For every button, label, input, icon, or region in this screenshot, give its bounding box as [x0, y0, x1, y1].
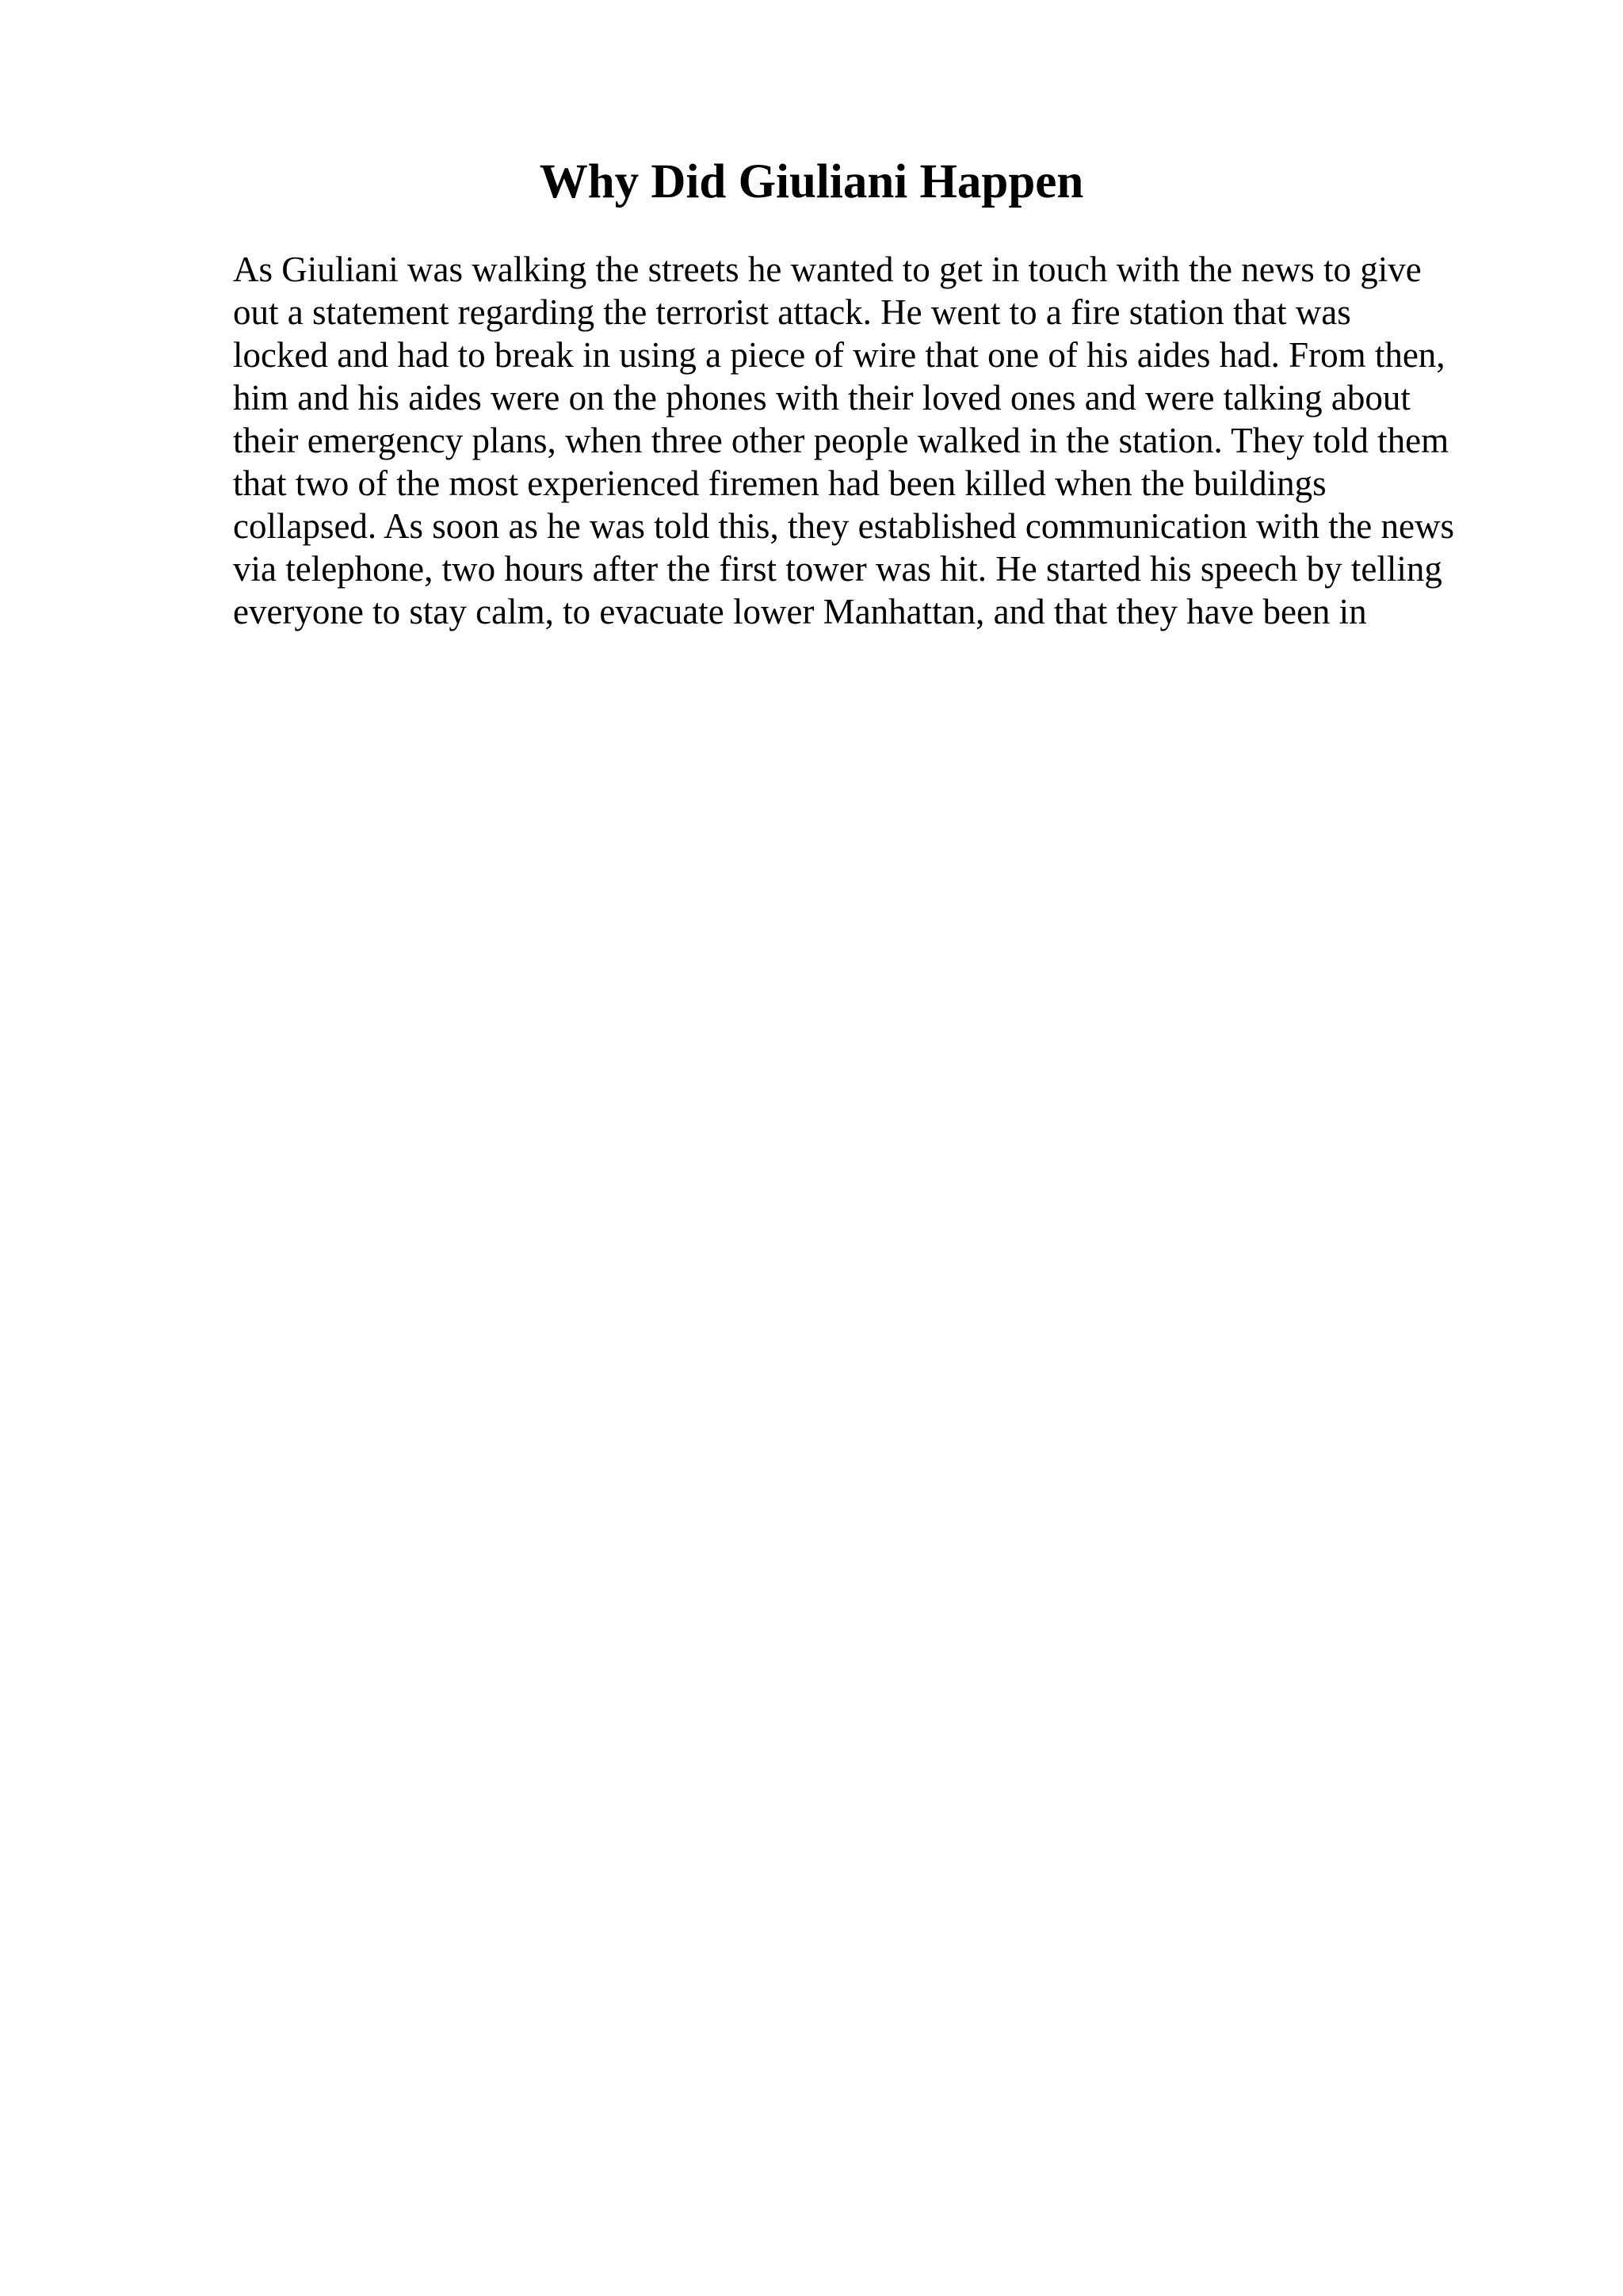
paragraph-line: collapsed. As soon as he was told this, they established communication with the news	[233, 506, 1455, 546]
page-title: Why Did Giuliani Happen	[539, 155, 1084, 208]
paragraph-line: him and his aides were on the phones with their loved ones and were talking about	[233, 378, 1411, 418]
paragraph-line: via telephone, two hours after the first tower was hit. He started his speech by telling	[233, 549, 1442, 589]
paragraph-line: out a statement regarding the terrorist attack. He went to a fire station that was	[233, 292, 1351, 332]
paragraph-line: their emergency plans, when three other people walked in the station. They told them	[233, 421, 1449, 460]
paragraph-line: everyone to stay calm, to evacuate lower Manhattan, and that they have been in	[233, 592, 1367, 631]
paragraph-line: As Giuliani was walking the streets he wanted to get in touch with the news to give	[233, 250, 1422, 289]
paragraph-line: that two of the most experienced firemen had been killed when the buildings	[233, 463, 1327, 503]
body-paragraph	[233, 248, 1517, 633]
paragraph-line: locked and had to break in using a piece of wire that one of his aides had. From then,	[233, 335, 1445, 375]
